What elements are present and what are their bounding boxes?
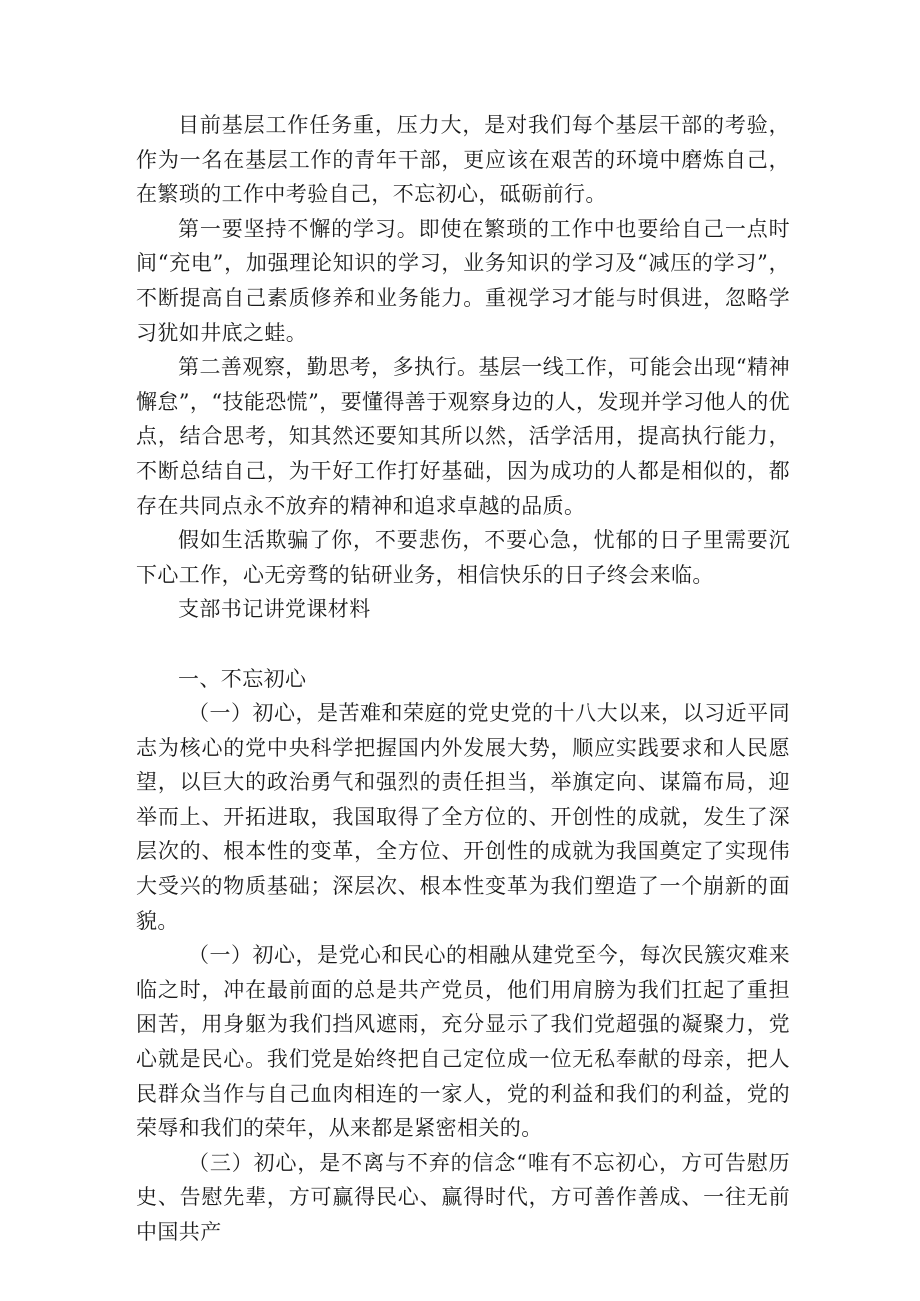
paragraph-section-3: （三）初心，是不离与不弃的信念“唯有不忘初心，方可告慰历史、告慰先辈，方可赢得民心、赢得时代，方可善作善成、一往无前中国共产: [136, 1150, 790, 1244]
paragraph-intro: 目前基层工作任务重，压力大，是对我们每个基层干部的考验，作为一名在基层工作的青年干部，更应该在艰苦的环境中磨炼自己，在繁琐的工作中考验自己，不忘初心，砥砺前行。: [136, 113, 790, 207]
document-subtitle: 支部书记讲党课材料: [178, 597, 371, 622]
paragraph-study: 第一要坚持不懈的学习。即使在繁琐的工作中也要给自己一点时间“充电”，加强理论知识的学习，业务知识的学习及“减压的学习”，不断提高自己素质修养和业务能力。重视学习才能与时俱进，忽略学习犹如井底之蛙。: [136, 216, 790, 345]
paragraph-section-2: （一）初心，是党心和民心的相融从建党至今，每次民簇灾难来临之时，冲在最前面的总是共产党员，他们用肩膀为我们扛起了重担困苦，用身躯为我们挡风遮雨，充分显示了我们党超强的凝聚力，党心就是民心。我们党是始终把自己定位成一位无私奉献的母亲，把人民群众当作与自己血肉相连的一家人，党的利益和我们的利益，党的荣辱和我们的荣年，从来都是紧密相关的。: [136, 943, 790, 1141]
document-body: [136, 108, 790, 1250]
paragraph-observe: 第二善观察，勤思考，多执行。基层一线工作，可能会出现“精神懈怠”，“技能恐慌”，要懂得善于观察身边的人，发现并学习他人的优点，结合思考，知其然还要知其所以然，活学活用，提高执行能力，不断总结自己，为干好工作打好基础，因为成功的人都是相似的，都存在共同点永不放弃的精神和追求卓越的品质。: [136, 355, 791, 518]
section-heading: 一、不忘初心: [178, 666, 307, 691]
paragraph-section-1: （一）初心，是苦难和荣庭的党史党的十八大以来，以习近平同志为核心的党中央科学把握国内外发展大势，顺应实践要求和人民愿望，以巨大的政治勇气和强烈的责任担当，举旗定向、谋篇布局，迎举而上、开拓进取，我国取得了全方位的、开创性的成就，发生了深层次的、根本性的变革，全方位、开创性的成就为我国奠定了实现伟大受兴的物质基础；深层次、根本性变革为我们塑造了一个崩新的面貌。: [136, 701, 790, 933]
paragraph-life: 假如生活欺骗了你，不要悲伤，不要心急，忧郁的日子里需要沉下心工作，心无旁骛的钻研业务，相信快乐的日子终会来临。: [136, 528, 790, 587]
blank-line: [136, 627, 790, 662]
